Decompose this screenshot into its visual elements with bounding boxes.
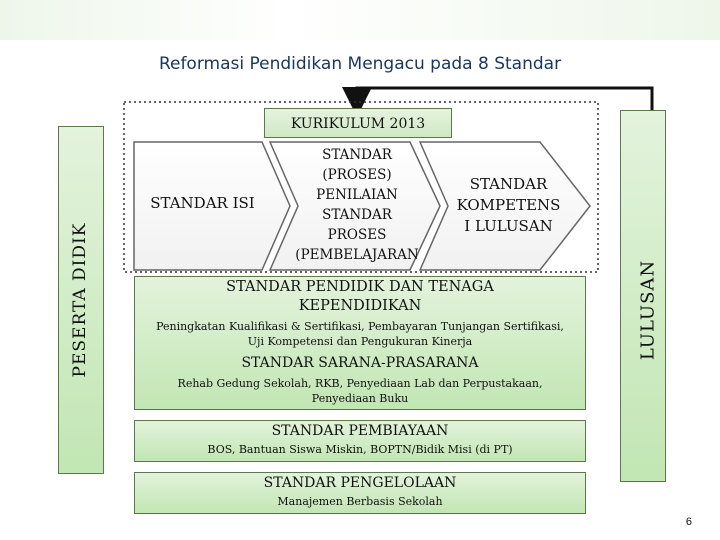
standar-isi-text: STANDAR ISI: [150, 194, 255, 212]
proses-line-6: (PEMBELAJARAN: [295, 247, 419, 263]
pendidik-description: [134, 319, 586, 349]
pendidik-heading: [134, 278, 586, 316]
sarana-heading: STANDAR SARANA-PRASARANA: [241, 355, 479, 371]
pengelolaan-description: Manajemen Berbasis Sekolah: [277, 495, 443, 508]
pembiayaan-heading: STANDAR PEMBIAYAAN: [271, 423, 449, 439]
sarana-desc-line-1: Rehab Gedung Sekolah, RKB, Penyediaan Lab dan Perpustakaan,: [177, 377, 543, 390]
standar-proses-text: [282, 145, 432, 265]
pembiayaan-description: BOS, Bantuan Siswa Miskin, BOPTN/Bidik Misi (di PT): [207, 443, 513, 456]
proses-line-4: STANDAR: [322, 207, 392, 223]
peserta-didik-label: PESERTA DIDIK: [70, 222, 90, 378]
proses-line-2: (PROSES): [322, 167, 392, 183]
pendidik-heading-line-2: KEPENDIDIKAN: [298, 298, 422, 314]
page-number: 6: [685, 516, 692, 528]
sarana-description: [134, 376, 586, 406]
standar-kompetensi-text: [446, 174, 571, 237]
proses-line-5: PROSES: [327, 227, 387, 243]
page-title: Reformasi Pendidikan Mengacu pada 8 Standar: [158, 54, 562, 74]
lulusan-label: LULUSAN: [637, 259, 659, 361]
kompetensi-line-2: KOMPETENS: [456, 196, 561, 214]
sarana-desc-line-2: Penyediaan Buku: [311, 392, 409, 405]
kompetensi-line-1: STANDAR: [469, 175, 548, 193]
pengelolaan-heading: STANDAR PENGELOLAAN: [263, 475, 457, 491]
proses-line-3: PENILAIAN: [316, 187, 398, 203]
kompetensi-line-3: I LULUSAN: [464, 217, 553, 235]
proses-line-1: STANDAR: [322, 147, 392, 163]
kurikulum-label: KURIKULUM 2013: [264, 108, 452, 138]
pendidik-heading-line-1: STANDAR PENDIDIK DAN TENAGA: [226, 279, 494, 295]
pendidik-desc-line-2: Uji Kompetensi dan Pengukuran Kinerja: [247, 335, 473, 348]
pendidik-desc-line-1: Peningkatan Kualifikasi & Sertifikasi, Pembayaran Tunjangan Sertifikasi,: [156, 320, 564, 333]
